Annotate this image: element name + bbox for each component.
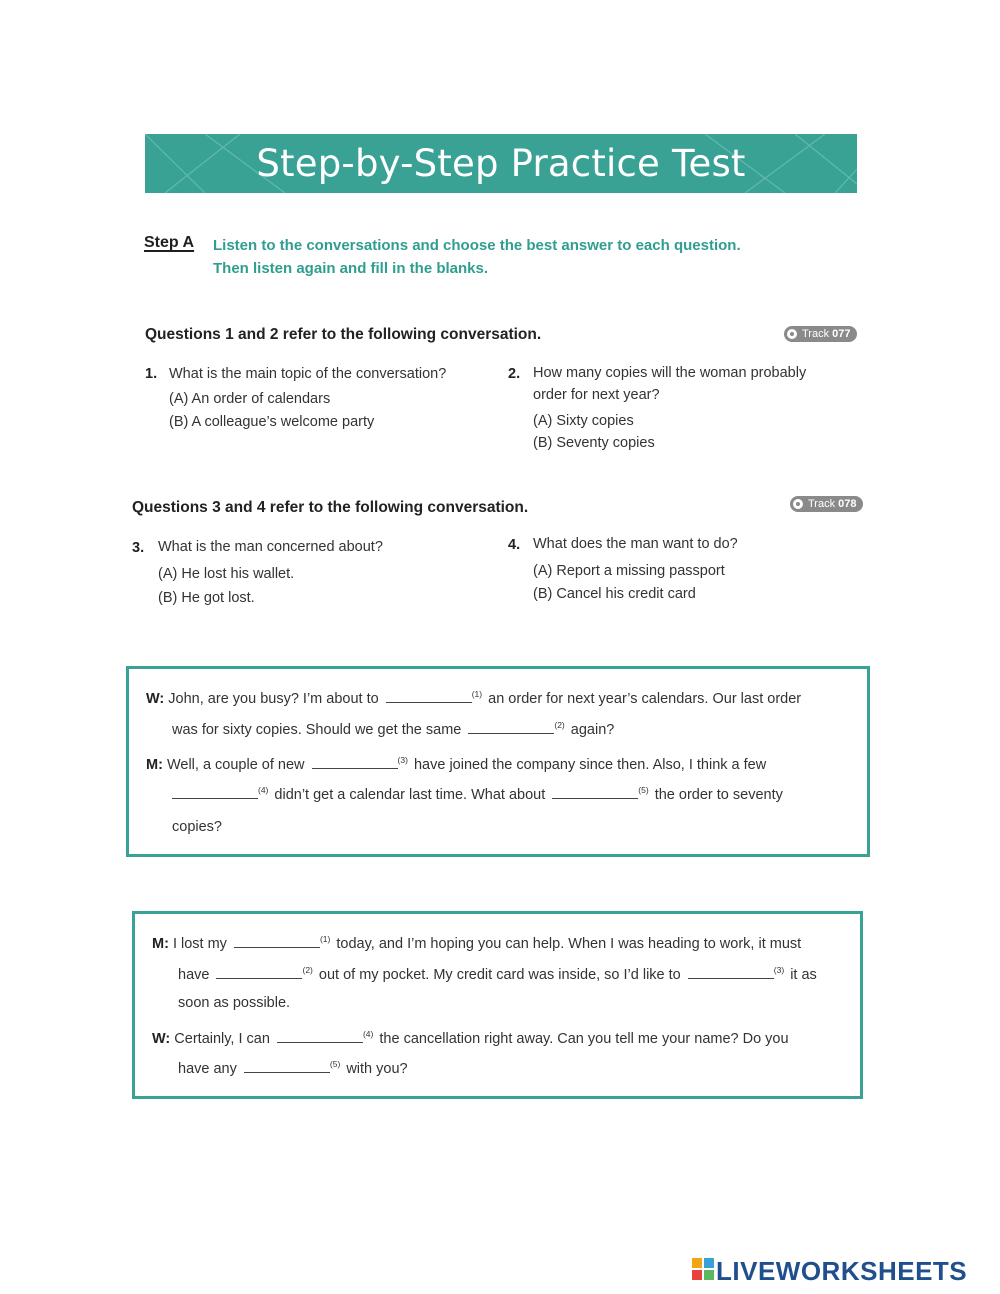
question-text-line: How many copies will the woman probably (533, 365, 807, 381)
blank-number: (4) (258, 785, 269, 795)
fill-blank-input[interactable] (468, 721, 554, 734)
transcript-text: didn’t get a calendar last time. What about (274, 786, 546, 803)
blank-number: (4) (362, 1029, 374, 1039)
answer-option[interactable]: (B) He got lost. (158, 590, 255, 606)
blank-number: (2) (302, 965, 313, 975)
title-banner (145, 134, 857, 193)
transcript-text: an order for next year’s calendars. Our last order (488, 690, 802, 707)
blank-number: (2) (554, 720, 565, 730)
footer-brand[interactable]: LIVEWORKSHEETS (716, 1256, 968, 1286)
transcript-line (152, 1029, 789, 1047)
transcript-line (146, 755, 766, 773)
track-label: Track (802, 328, 830, 340)
fill-blank-input[interactable] (244, 1060, 330, 1073)
blank-number: (3) (397, 755, 408, 765)
transcript-line (146, 689, 801, 707)
transcript-text: Certainly, I can (174, 1030, 270, 1047)
transcript-line: soon as possible. (178, 995, 291, 1011)
transcript-text: Well, a couple of new (166, 756, 305, 773)
transcript-text: John, are you busy? I’m about to (168, 690, 379, 707)
fill-blank-input[interactable] (234, 935, 320, 948)
track-number: 077 (832, 328, 851, 340)
fill-blank-input[interactable] (216, 966, 302, 979)
answer-option[interactable]: (B) A colleague’s welcome party (169, 414, 375, 430)
blank-number: (5) (329, 1059, 341, 1069)
question-text: What does the man want to do? (533, 536, 738, 552)
transcript-text: I lost my (172, 935, 227, 952)
step-instruction-line: Listen to the conversations and choose the best answer to each question. (213, 237, 741, 254)
audio-track-badge[interactable] (790, 496, 863, 512)
step-instruction-line: Then listen again and fill in the blanks. (213, 260, 489, 277)
fill-blank-input[interactable] (386, 690, 472, 703)
audio-track-badge[interactable] (784, 326, 857, 342)
play-icon (787, 329, 797, 339)
blank-number: (1) (319, 934, 331, 944)
transcript-text: was for sixty copies. Should we get the same (172, 721, 462, 738)
track-number: 078 (838, 498, 857, 510)
fill-blank-input[interactable] (688, 966, 774, 979)
step-instructions (213, 234, 833, 280)
transcript-line (172, 720, 614, 738)
speaker-label: M: (152, 935, 169, 952)
transcript-line: copies? (172, 819, 222, 835)
transcript-text: out of my pocket. My credit card was inside, so I’d like to (318, 966, 681, 983)
answer-option[interactable]: (B) Cancel his credit card (533, 586, 696, 602)
question-number: 3. (132, 540, 145, 556)
speaker-label: M: (146, 756, 163, 773)
question-text: What is the main topic of the conversation? (169, 366, 447, 382)
liveworksheets-logo-icon (692, 1258, 714, 1280)
transcript-line (169, 785, 783, 803)
fill-blank-input[interactable] (312, 756, 398, 769)
question-number: 1. (145, 366, 158, 382)
answer-option[interactable]: (A) Sixty copies (533, 413, 634, 429)
question-number: 2. (508, 366, 521, 382)
step-label: Step A (144, 234, 195, 251)
transcript-text: today, and I’m hoping you can help. When I was heading to work, it must (336, 935, 802, 952)
transcript-text: the cancellation right away. Can you tell me your name? Do you (379, 1030, 789, 1047)
transcript-text: it as (790, 966, 817, 983)
question-number: 4. (508, 537, 521, 553)
question-group-header: Questions 3 and 4 refer to the following conversation. (132, 499, 529, 516)
question-text: What is the man concerned about? (158, 539, 383, 555)
speaker-label: W: (152, 1030, 171, 1047)
transcript-text: have (178, 966, 210, 983)
question-text-line: order for next year? (533, 387, 660, 403)
play-icon (793, 499, 803, 509)
fill-blank-input[interactable] (172, 786, 258, 799)
transcript-text: the order to seventy (654, 786, 783, 803)
blank-number: (5) (638, 785, 649, 795)
transcript-line (152, 934, 801, 952)
question-text (533, 362, 806, 406)
transcript-line (178, 1059, 408, 1077)
answer-option[interactable]: (A) Report a missing passport (533, 563, 725, 579)
speaker-label: W: (146, 690, 165, 707)
transcript-text: have any (178, 1060, 237, 1077)
transcript-text: with you? (346, 1060, 408, 1077)
transcript-line (178, 965, 817, 983)
blank-number: (1) (471, 689, 483, 699)
answer-option[interactable]: (A) He lost his wallet. (158, 566, 295, 582)
fill-blank-input[interactable] (277, 1030, 363, 1043)
transcript-text: again? (570, 721, 615, 738)
blank-number: (3) (773, 965, 785, 975)
transcript-text: have joined the company since then. Also, I think a few (413, 756, 767, 773)
page-title: Step-by-Step Practice Test (256, 142, 746, 185)
fill-blank-input[interactable] (552, 786, 638, 799)
answer-option[interactable]: (B) Seventy copies (533, 435, 655, 451)
question-group-header: Questions 1 and 2 refer to the following conversation. (145, 326, 542, 343)
answer-option[interactable]: (A) An order of calendars (169, 391, 331, 407)
track-label: Track (808, 498, 836, 510)
